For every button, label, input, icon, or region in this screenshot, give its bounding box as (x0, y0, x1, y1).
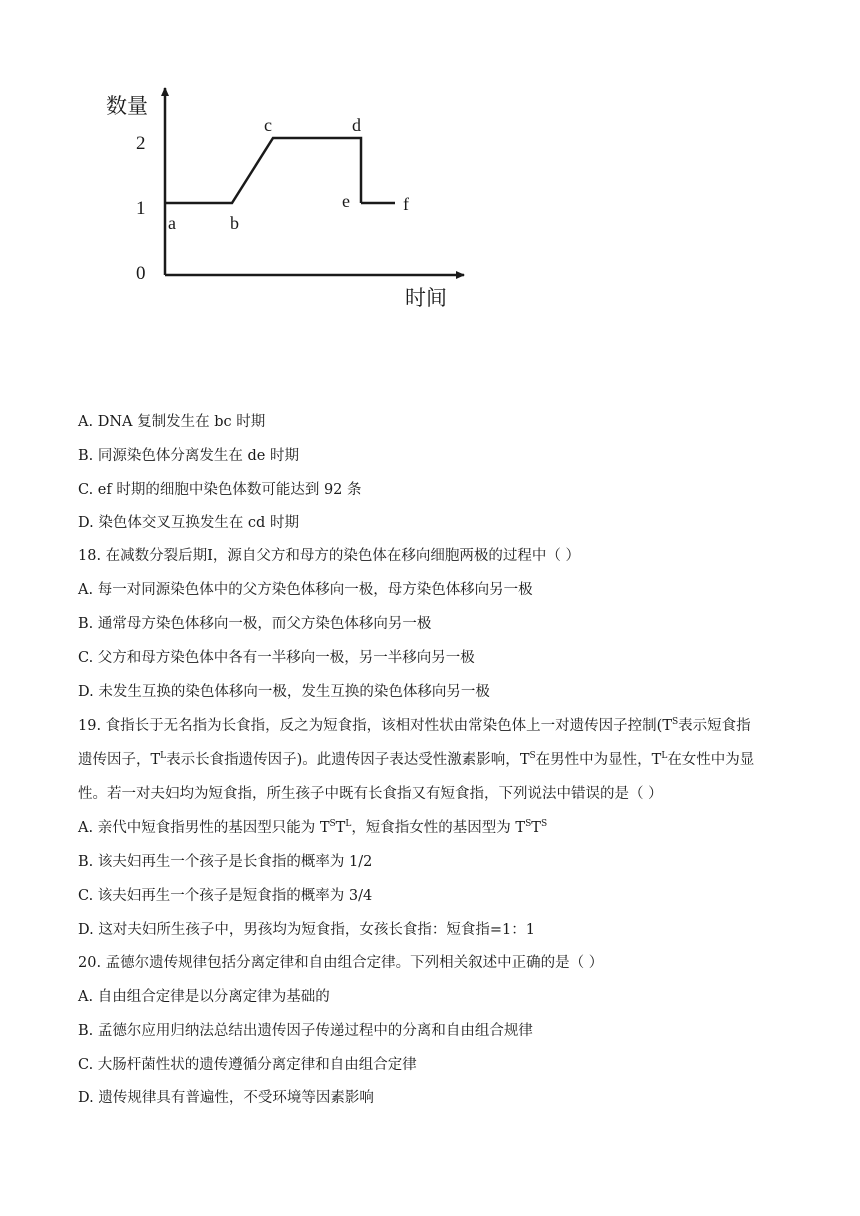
q19-stem-line-2: 遗传因子，$T^L$表示长食指遗传因子)。此遗传因子表达受性激素影响，$T^S$在男性中为显性，$T^L$在女性中为显 (78, 751, 755, 768)
q17-option-a: A. DNA 复制发生在 bc 时期 (78, 414, 266, 430)
q19-option-d: D. 这对夫妇所生孩子中，男孩均为短食指，女孩长食指：短食指=1：1 (78, 922, 535, 938)
y-tick-1: 1 (136, 198, 146, 219)
point-label-b: b (230, 213, 239, 233)
q18-option-d: D. 未发生互换的染色体移向一极，发生互换的染色体移向另一极 (78, 684, 490, 700)
q19-stem-line-3: 性。若一对夫妇均为短食指，所生孩子中既有长食指又有短食指，下列说法中错误的是（ ） (78, 786, 663, 802)
point-label-d: d (352, 115, 361, 135)
y-tick-0: 0 (136, 263, 146, 284)
q19-option-a: A. 亲代中短食指男性的基因型只能为 $T^ST^L$，短食指女性的基因型为 $T^ST^S$ (78, 819, 548, 836)
q18-option-b: B. 通常母方染色体移向一极，而父方染色体移向另一极 (78, 616, 432, 632)
point-label-a: a (168, 213, 176, 233)
point-label-c: c (264, 115, 272, 135)
q20-option-b: B. 孟德尔应用归纳法总结出遗传因子传递过程中的分离和自由组合规律 (78, 1023, 533, 1039)
q20-option-a: A. 自由组合定律是以分离定律为基础的 (78, 989, 330, 1005)
point-label-f: f (403, 194, 409, 214)
q18-option-c: C. 父方和母方染色体中各有一半移向一极，另一半移向另一极 (78, 650, 475, 666)
q20-stem: 20. 孟德尔遗传规律包括分离定律和自由组合定律。下列相关叙述中正确的是（ ） (78, 955, 604, 971)
y-tick-2: 2 (136, 133, 146, 154)
q17-option-c: C. ef 时期的细胞中染色体数可能达到 92 条 (78, 482, 362, 498)
q19-stem-line-1: 19. 食指长于无名指为长食指，反之为短食指，该相对性状由常染色体上一对遗传因子控制($T^S$表示短食指 (78, 717, 751, 734)
y-axis-label: 数量 (106, 94, 148, 118)
point-label-e: e (342, 191, 350, 211)
q19-option-c: C. 该夫妇再生一个孩子是短食指的概率为 3/4 (78, 888, 373, 904)
q20-option-d: D. 遗传规律具有普遍性，不受环境等因素影响 (78, 1090, 374, 1106)
q17-option-d: D. 染色体交叉互换发生在 cd 时期 (78, 515, 299, 531)
q17-option-b: B. 同源染色体分离发生在 de 时期 (78, 448, 299, 464)
q18-stem: 18. 在减数分裂后期Ⅰ，源自父方和母方的染色体在移向细胞两极的过程中（ ） (78, 548, 581, 564)
x-axis-label: 时间 (405, 286, 447, 310)
q19-option-b: B. 该夫妇再生一个孩子是长食指的概率为 1/2 (78, 854, 373, 870)
q20-option-c: C. 大肠杆菌性状的遗传遵循分离定律和自由组合定律 (78, 1057, 417, 1073)
q18-option-a: A. 每一对同源染色体中的父方染色体移向一极，母方染色体移向另一极 (78, 582, 533, 598)
